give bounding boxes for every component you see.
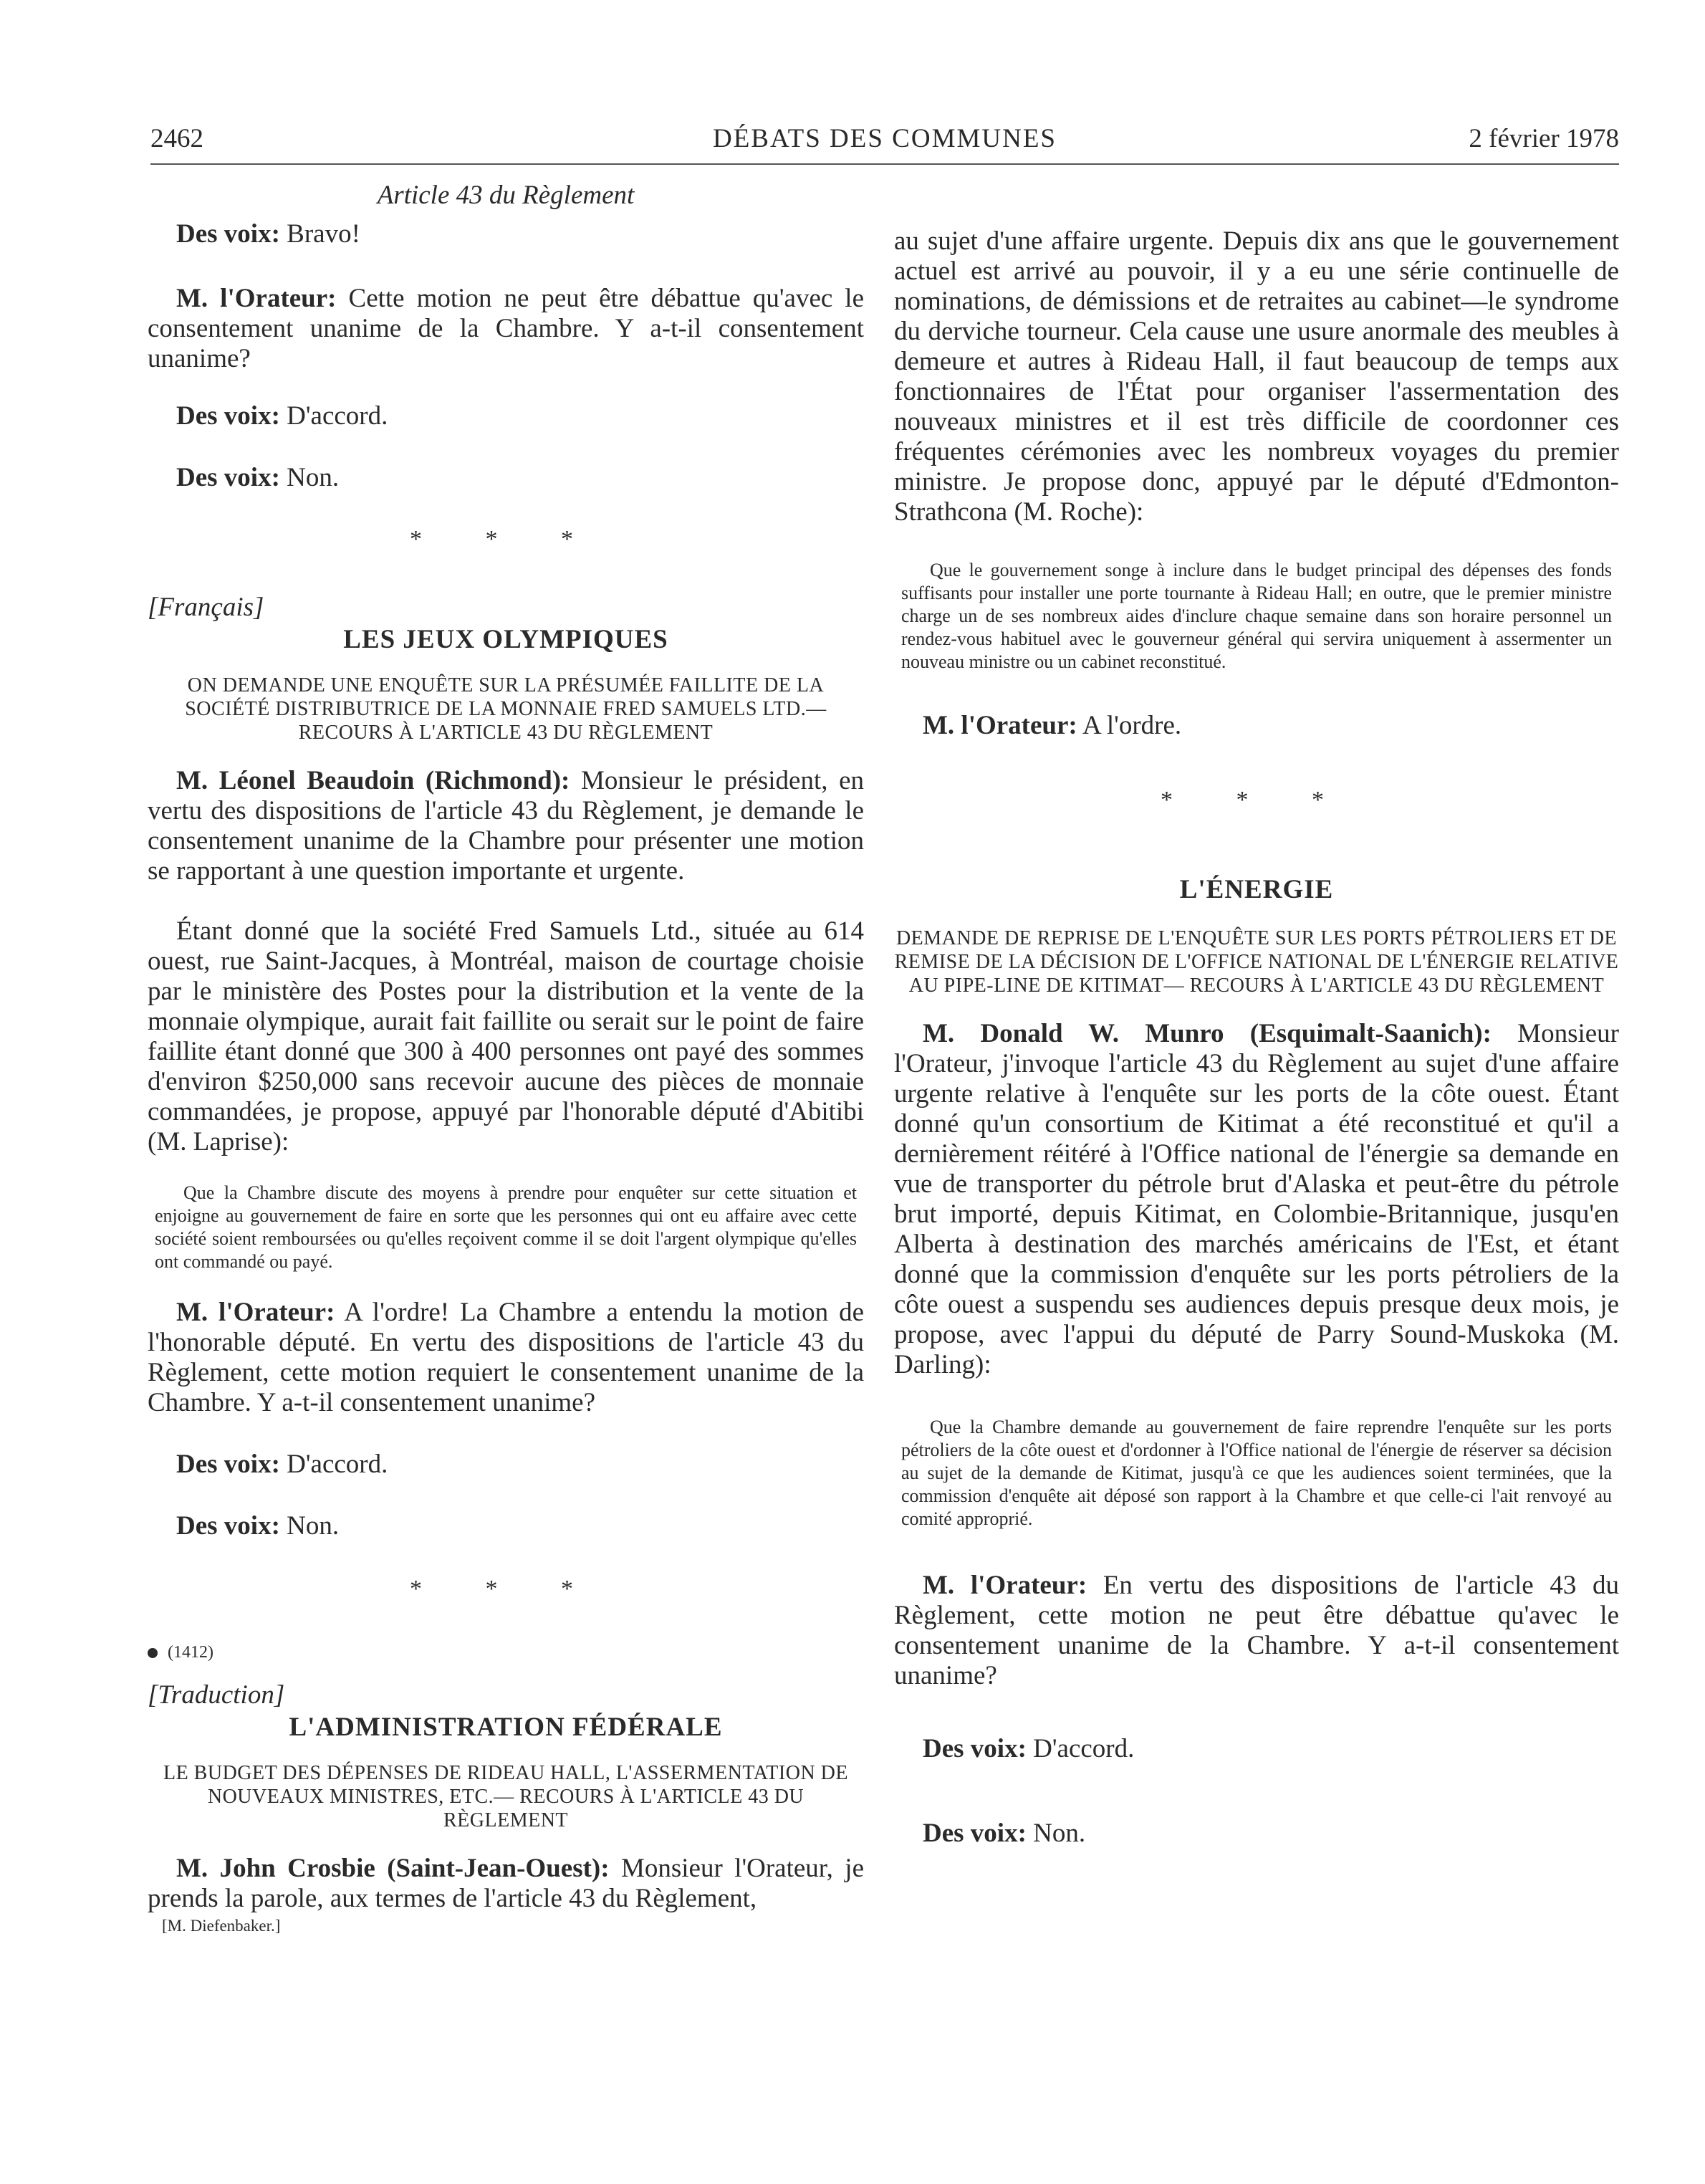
paragraph <box>148 463 864 493</box>
speech-text: Monsieur le président, en vertu des dispositions de l'article 43 du Règlement, je demande le consentement unanime de la Chambre pour présenter une motion se rapportant à une question importante et urgente. <box>148 766 865 886</box>
speech-text: En vertu des dispositions de l'article 43 du Règlement, cette motion ne peut être débattue qu'avec le consentement unanime de la Chambre. Y a-t-il consentement unanime? <box>894 1571 1620 1690</box>
speech-text: Non. <box>279 1511 340 1541</box>
speech-text: Non. <box>1026 1819 1086 1848</box>
paragraph <box>894 1734 1619 1764</box>
section-heading: L'ÉNERGIE <box>1179 875 1334 904</box>
page-date: 2 février 1978 <box>1469 124 1619 153</box>
speech-text: D'accord. <box>279 401 388 431</box>
paragraph <box>148 766 864 886</box>
speaker-name: Des voix: <box>176 1450 280 1479</box>
speaker-name: M. l'Orateur: <box>923 711 1077 740</box>
speaker-name: M. Léonel Beaudoin (Richmond): <box>176 766 570 795</box>
speech-text: A l'ordre! La Chambre a entendu la motion de l'honorable député. En vertu des dispositions de l'article 43 du Règlement, cette motion requiert le consentement unanime de la Chambre. Y a-t-il consentement unanime? <box>148 1298 864 1417</box>
section-heading: L'ADMINISTRATION FÉDÉRALE <box>289 1713 723 1742</box>
section-separator: * * * <box>410 1576 602 1602</box>
speech-text: A l'ordre. <box>1077 711 1182 740</box>
paragraph <box>148 219 864 249</box>
speaker-name: M. l'Orateur: <box>176 1298 335 1327</box>
paragraph <box>894 711 1619 741</box>
speaker-name: Des voix: <box>176 1511 280 1541</box>
speaker-name: Des voix: <box>176 219 280 249</box>
speaker-name: M. l'Orateur: <box>176 284 337 313</box>
section-separator: * * * <box>1161 787 1353 813</box>
paragraph <box>894 1571 1619 1691</box>
paragraph <box>894 1019 1619 1380</box>
speech-text: Non. <box>279 463 340 492</box>
speech-text: Bravo! <box>279 219 360 249</box>
footnote: [M. Diefenbaker.] <box>162 1917 281 1935</box>
section-subheading: LE BUDGET DES DÉPENSES DE RIDEAU HALL, L'ASSERMENTATION DE NOUVEAUX MINISTRES, ETC.— RECOURS À L'ARTICLE 43 DU RÈGLEMENT <box>163 1762 849 1831</box>
speaker-name: M. John Crosbie (Saint-Jean-Ouest): <box>176 1854 610 1883</box>
speech-text: Monsieur l'Orateur, j'invoque l'article 43 du Règlement au sujet d'une affaire urgente relative à l'enquête sur les ports de la côte ouest. Étant donné qu'un consortium de Kitimat a été reconstitué et qu'il a dernièrement réitéré à l'Office national de l'énergie sa demande en vue de transporter du pétrole brut d'Alaska et peut-être du pétrole brut importé, depuis Kitimat, en Colombie-Britannique, jusqu'en Alberta à destination des marchés américains de l'Est, et étant donné que la commission d'enquête sur les ports pétroliers de la côte ouest a suspendu ses audiences depuis presque deux mois, je propose, avec l'appui du député de Parry Sound-Muskoka (M. Darling): <box>894 1019 1619 1379</box>
paragraph <box>148 1854 864 1914</box>
motion-text: Que le gouvernement songe à inclure dans le budget principal des dépenses des fonds suffisants pour installer une porte tournante à Rideau Hall; en outre, que le premier ministre charge un de ses nombreux aides d'inclure chaque semaine dans son horaire personnel un rendez-vous habituel avec le gouverneur général qui servira uniquement à assermenter un nouveau ministre ou un cabinet reconstitué. <box>901 560 1612 672</box>
motion-text: Que la Chambre discute des moyens à prendre pour enquêter sur cette situation et enjoigne au gouvernement de faire en sorte que les personnes qui ont eu affaire avec cette société soient remboursées ou qu'elles reçoivent comme il se doit l'argent olympique qu'elles ont commandé ou payé. <box>155 1182 857 1272</box>
paragraph <box>148 1511 864 1541</box>
paragraph <box>148 1298 864 1418</box>
paragraph: au sujet d'une affaire urgente. Depuis dix ans que le gouvernement actuel est arrivé au pouvoir, il y a eu une série continuelle de nominations, de démissions et de retraites au cabinet—le syndrome du derviche tourneur. Cela cause une usure anormale des meubles à demeure et autres à Rideau Hall, il faut beaucoup de temps aux fonctionnaires de l'État pour organiser l'assermentation des nouveaux ministres et il est très difficile de coordonner ces fréquentes cérémonies avec les nombreux voyages du premier ministre. Je propose donc, appuyé par le député d'Edmonton-Strathcona (M. Roche): <box>894 226 1619 527</box>
language-marker: [Traduction] <box>148 1680 285 1710</box>
speech-text: Monsieur l'Orateur, je prends la parole, aux termes de l'article 43 du Règlement, <box>148 1854 864 1913</box>
section-subheading: ON DEMANDE UNE ENQUÊTE SUR LA PRÉSUMÉE FAILLITE DE LA SOCIÉTÉ DISTRIBUTRICE DE LA MONNAIE FRED SAMUELS LTD.— RECOURS À L'ARTICLE 43 DU RÈGLEMENT <box>185 674 827 744</box>
speaker-name: M. l'Orateur: <box>923 1571 1087 1600</box>
speaker-name: Des voix: <box>176 463 280 492</box>
paragraph <box>148 284 864 374</box>
paragraph <box>148 401 864 431</box>
paragraph <box>148 1450 864 1480</box>
left-column <box>148 178 864 1935</box>
speech-text: D'accord. <box>1026 1734 1135 1763</box>
speaker-name: Des voix: <box>923 1819 1027 1848</box>
time-marker <box>148 1643 864 1662</box>
section-separator: * * * <box>410 526 602 552</box>
section-title: Article 43 du Règlement <box>377 181 635 210</box>
right-column <box>894 226 1619 1849</box>
speech-text: Cette motion ne peut être débattue qu'avec le consentement unanime de la Chambre. Y a-t-il consentement unanime? <box>148 284 864 373</box>
paragraph <box>894 1819 1619 1849</box>
language-marker: [Français] <box>148 593 264 622</box>
speaker-name: M. Donald W. Munro (Esquimalt-Saanich): <box>923 1019 1492 1048</box>
section-subheading: DEMANDE DE REPRISE DE L'ENQUÊTE SUR LES PORTS PÉTROLIERS ET DE REMISE DE LA DÉCISION DE L'OFFICE NATIONAL DE L'ÉNERGIE RELATIVE AU PIPE-LINE DE KITIMAT— RECOURS À L'ARTICLE 43 DU RÈGLEMENT <box>894 927 1619 997</box>
speaker-name: Des voix: <box>176 401 280 431</box>
publication-title: DÉBATS DES COMMUNES <box>712 124 1057 153</box>
bullet-icon <box>148 1648 158 1658</box>
page-number: 2462 <box>150 124 203 153</box>
motion-text: Que la Chambre demande au gouvernement de faire reprendre l'enquête sur les ports pétroliers de la côte ouest et d'ordonner à l'Office national de l'énergie de réserver sa décision au sujet de la demande de Kitimat, jusqu'à ce que les audiences soient terminées, que la commission d'enquête ait déposé son rapport à la Chambre et que celle-ci l'ait renvoyé au comité approprié. <box>901 1417 1612 1529</box>
page-header <box>150 123 1619 165</box>
speech-text: D'accord. <box>279 1450 388 1479</box>
speaker-name: Des voix: <box>923 1734 1027 1763</box>
paragraph: Étant donné que la société Fred Samuels Ltd., située au 614 ouest, rue Saint-Jacques, à Montréal, maison de courtage choisie par le ministère des Postes pour la distribution et la vente de la monnaie olympique, aurait fait faillite ou serait sur le point de faire faillite étant donné que 300 à 400 personnes ont payé des sommes d'environ $250,000 sans recevoir aucune des pièces de monnaie commandées, je propose, appuyé par l'honorable député d'Abitibi (M. Laprise): <box>148 916 864 1156</box>
section-heading: LES JEUX OLYMPIQUES <box>343 625 668 654</box>
time-marker-text: (1412) <box>168 1643 213 1662</box>
